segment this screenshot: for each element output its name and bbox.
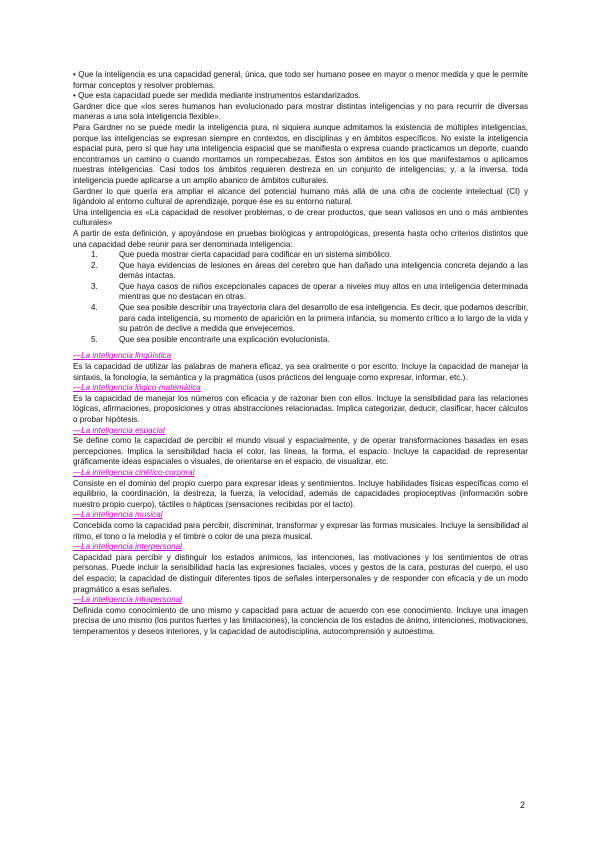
criteria-text: Que pueda mostrar cierta capacidad para codificar en un sistema simbólico. [119, 250, 392, 260]
heading-linguistic: —La inteligencia lingüística [73, 351, 172, 361]
potential-paragraph: Gardner lo que quería era ampliar el alcance del potencial humano más allá de una cifra de cociente intelectual (CI) y ligándolo al entorno cultural de aprendizaje, porque ése es su entorno natural. [73, 186, 528, 207]
criteria-text: Que sea posible describir una trayectoria clara del desarrollo de esa inteligencia. Es decir, que podamos describir, para cada inteligencia, su momento de aparición en la primera infancia, su momento crítico a lo largo de la vida y su patrón de declive a medida que envejecemos. [119, 303, 528, 334]
criteria-item [91, 281, 528, 303]
criteria-item [91, 250, 528, 261]
criteria-text: Que haya casos de niños excepcionales capaces de operar a niveles muy altos en una inteligencia determinada mientras que no destacan en otras. [119, 281, 528, 302]
heading-interpersonal: —La inteligencia interpersonal [73, 542, 182, 552]
text-spatial: Se define como la capacidad de percibir el mundo visual y espacialmente, y de operar transformaciones basadas en esas percepciones. Implica la sensibilidad hacia el color, las líneas, la forma, el espacio. Incluye la capacidad de representar gráficamente ideas espaciales o visuales, de orientarse en el espacio, de visualizar, etc. [73, 436, 528, 467]
criteria-number: 3. [91, 281, 98, 291]
criteria-number: 1. [91, 250, 98, 260]
text-logical-mathematical: Es la capacidad de manejar los números con eficacia y de razonar bien con ellos. Incluye la sensibilidad para las relaciones lógicas, afirmaciones, proposiciones y otras abstracciones relacionadas. Implica categorizar, deducir, clasificar, hacer cálculos o probar hipótesis. [73, 393, 528, 424]
text-musical: Concebida como la capacidad para percibir, discriminar, transformar y expresar las formas musicales. Incluye la sensibilidad al ritmo, el tono o la melodía y el timbre o color de una pieza musical. [73, 520, 528, 541]
heading-logical-mathematical: —La inteligencia lógico-matemática [73, 383, 201, 393]
text-interpersonal: Capacidad para percibir y distinguir los estados anímicos, las intenciones, las motivaciones y los sentimientos de otras personas. Puede incluir la sensibilidad hacia las expresiones faciales, voces y gestos de la cara, posturas del cuerpo, el uso del espacio; la capacidad de distinguir diferentes tipos de señales interpersonales y de responder con eficacia y de un modo pragmático a esas señales. [73, 552, 528, 594]
criteria-number: 5. [91, 334, 98, 344]
intro-bullet: • Que esta capacidad puede ser medida mediante instrumentos estandarizados. [73, 91, 361, 101]
intro-bullet: • Que la inteligencia es una capacidad general, única, que todo ser humano posee en mayor o menor medida y que le permite formar conceptos y resolver problemas. [73, 70, 528, 90]
definition-paragraph: Una inteligencia es «La capacidad de resolver problemas, o de crear productos, que sean valiosos en uno o más ambientes culturales» [73, 207, 528, 228]
text-linguistic: Es la capacidad de utilizar las palabras de manera eficaz, ya sea oralmente o por escrito. Incluye la capacidad de manejar la sintaxis, la fonología, la semántica y la pragmática (usos prácticos del lenguaje como expresar, informar, etc.). [73, 362, 528, 382]
criteria-number: 4. [91, 303, 98, 313]
criteria-list [73, 250, 528, 345]
text-intrapersonal: Definida como conocimiento de uno mismo y capacidad para actuar de acuerdo con ese conocimiento. Incluye una imagen precisa de uno mismo (los puntos fuertes y las limitaciones), la conciencia de los estados de ánimo, intenciones, motivaciones, temperamentos y deseos interiores, y la capacidad de autodisciplina, autocomprensión y autoestima. [73, 605, 528, 636]
page-number: 2 [520, 800, 526, 810]
heading-kinesthetic: —La inteligencia cinético-corporal [73, 467, 195, 477]
criteria-number: 2. [91, 260, 98, 270]
document-body [73, 70, 528, 637]
heading-musical: —La inteligencia musical [73, 510, 163, 520]
criteria-item [91, 303, 528, 335]
text-kinesthetic: Consiste en el dominio del propio cuerpo para expresar ideas y sentimientos. Incluye habilidades físicas específicas como el equilibrio, la coordinación, la destreza, la fuerza, la velocidad, además de capacidades propioceptivas (información sobre nuestro propio cuerpo), táctiles o hápticas (sensaciones recibidas por el tacto). [73, 478, 528, 509]
criteria-intro-paragraph: A partir de esta definición, y apoyándose en pruebas biológicas y antropológicas, presenta hasta ocho criterios distintos que una capacidad debe reunir para ser denominada inteligencia: [73, 228, 528, 249]
heading-spatial: —La inteligencia espacial [73, 425, 165, 435]
criteria-item [91, 334, 528, 346]
criteria-text: Que sea posible encontrarle una explicación evolucionista. [119, 334, 330, 344]
gardner-quote-paragraph: Gardner dice que «los seres humanos han evolucionado para mostrar distintas inteligencias y no para recurrir de diversas maneras a una sola inteligencia flexible». [73, 101, 528, 122]
criteria-item [91, 260, 528, 282]
criteria-text: Que haya evidencias de lesiones en áreas del cerebro que han dañado una inteligencia concreta dejando a las demás intactas. [119, 260, 528, 281]
heading-intrapersonal: —La inteligencia intrapersonal [73, 595, 182, 605]
pure-intelligence-paragraph: Para Gardner no se puede medir la inteligencia pura, ni siquiera aunque admitamos la existencia de múltiples inteligencias, porque las inteligencias se expresan siempre en contextos, en disciplinas y en ámbitos específicos. No existe la inteligencia espacial pura, pero sí que hay una inteligencia espacial que se manifiesta o expresa cuando practicamos un deporte, cuando encontramos un camino o cuando montamos un rompecabezas. Éstos son ámbitos en los que manifestamos o aplicamos nuestras inteligencias. Casi todos los ámbitos requieren destreza en un conjunto de inteligencias; y, a la inversa, toda inteligencia puede aplicarse a un amplio abanico de ámbitos culturales. [73, 122, 528, 185]
